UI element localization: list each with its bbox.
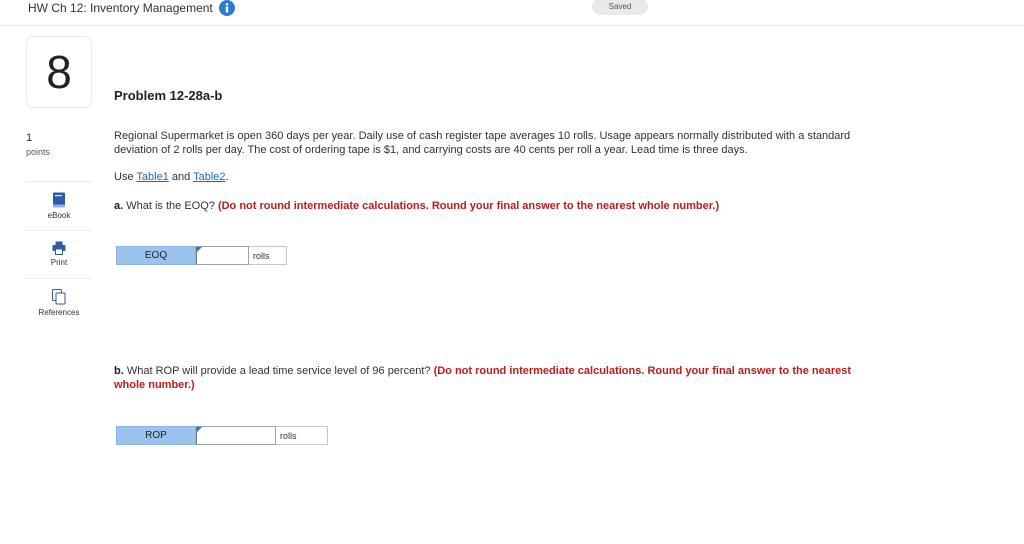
points-value: 1 [26, 132, 33, 144]
and-text: and [168, 171, 194, 183]
top-bar [0, 0, 1024, 26]
use-prefix: Use [114, 171, 137, 183]
part-b-instruction: (Do not round intermediate calculations. Round your final answer to the nearest whole number.) [114, 365, 852, 391]
book-icon [52, 192, 66, 208]
saved-status-badge: Saved [592, 0, 648, 15]
printer-icon [52, 241, 66, 255]
part-b-question [114, 364, 864, 392]
part-a-prefix: a. [114, 200, 124, 212]
points-label: points [26, 147, 51, 157]
rop-answer-row [116, 426, 328, 445]
problem-statement: Regional Supermarket is open 360 days per year. Daily use of cash register tape averages 10 rolls. Usage appears normally distributed with a standard deviation of 2 rolls per day. The cost of ordering tape is $1, and carrying costs are 40 cents per roll a year. Lead time is three days. [114, 130, 851, 156]
print-button[interactable] [26, 230, 92, 274]
table-references-line [114, 171, 229, 183]
part-b-text: What ROP will provide a lead time service level of 96 percent? [123, 365, 434, 377]
problem-title: Problem 12-28a-b [114, 88, 223, 103]
eoq-unit: rolls [249, 246, 287, 265]
ebook-label: eBook [47, 211, 71, 220]
print-label: Print [50, 258, 68, 267]
question-number: 8 [26, 36, 92, 108]
references-icon [52, 289, 66, 305]
assignment-title-text: HW Ch 12: Inventory Management [28, 1, 213, 15]
table1-link[interactable]: Table1 [136, 171, 169, 183]
references-button[interactable] [26, 278, 92, 328]
references-label: References [38, 308, 80, 317]
rop-unit: rolls [276, 426, 328, 445]
eoq-label: EOQ [116, 246, 196, 265]
period: . [225, 171, 229, 183]
eoq-input[interactable] [196, 246, 249, 265]
part-a-text: What is the EOQ? [123, 200, 218, 212]
assignment-title [28, 0, 235, 16]
part-a-question [114, 199, 864, 213]
part-a-instruction: (Do not round intermediate calculations. Round your final answer to the nearest whole number.) [217, 200, 720, 212]
info-icon[interactable] [219, 0, 235, 16]
ebook-button[interactable] [26, 181, 92, 225]
part-b-prefix: b. [114, 365, 124, 377]
input-flag-icon [197, 427, 202, 432]
rop-input[interactable] [196, 426, 276, 445]
input-flag-icon [197, 247, 202, 252]
rop-label: ROP [116, 426, 196, 445]
eoq-answer-row [116, 246, 287, 265]
table2-link[interactable]: Table2 [193, 171, 226, 183]
